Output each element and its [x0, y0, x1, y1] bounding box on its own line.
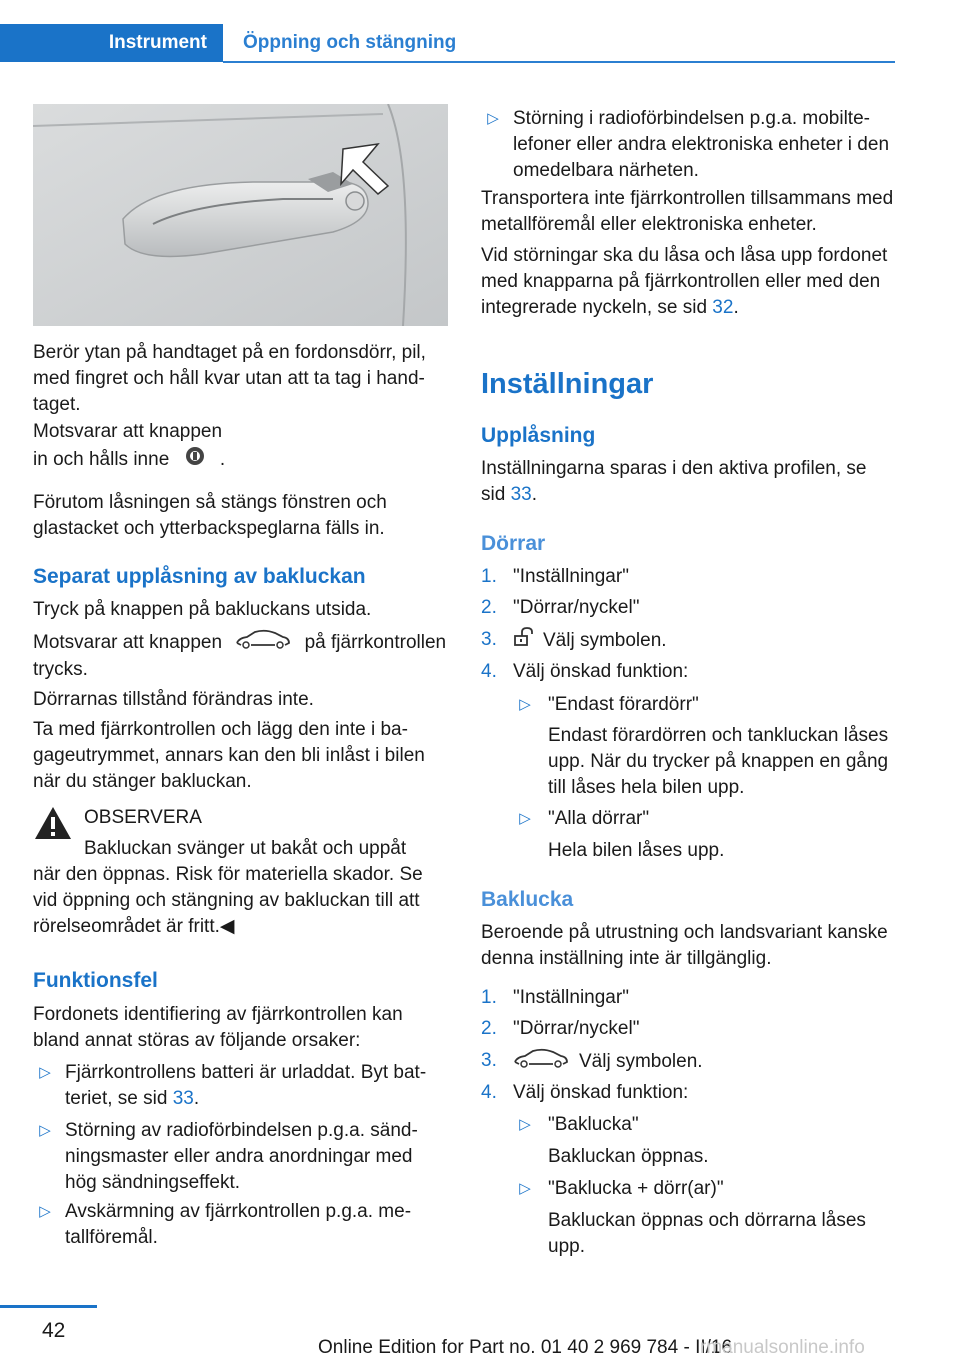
step-text: "Dörrar/nyckel" — [513, 1018, 640, 1039]
warning-text: när den öppnas. Risk för materiella skador. Se vid öppning och stängning av bakluckan till att rörelseområdet är fritt.◀ — [33, 864, 423, 937]
option-description: Hela bilen låses upp. — [548, 840, 725, 861]
warning-block — [33, 805, 448, 937]
step-text: Välj önskad funktion: — [513, 661, 689, 682]
warning-triangle-icon — [33, 805, 73, 841]
heading-funktionsfel: Funktionsfel — [33, 969, 158, 992]
heading-baklucka: Baklucka — [481, 888, 574, 911]
paragraph-disturbance — [481, 243, 896, 321]
paragraph-doors-unchanged: Dörrarnas tillstånd förändras inte. — [33, 689, 314, 710]
option-description: Bakluckan öppnas och dörrarna låses upp. — [548, 1210, 866, 1257]
step-number: 2. — [481, 597, 497, 618]
text-part: Motsvarar att knappen — [33, 421, 223, 442]
bullet-text: Störning i radioförbindelsen p.g.a. mobiltelefoner eller andra elektroniska enheter i den omedelbara närheten. — [513, 108, 890, 181]
step-text: Välj symbolen. — [579, 1051, 703, 1073]
car-trunk-icon — [235, 629, 291, 657]
step-text: "Inställningar" — [513, 987, 629, 1008]
paragraph-take-remote: Ta med fjärrkontrollen och lägg den inte i bagageutrymmet, annars kan den bli inlåst i bilen när du stänger bakluckan. — [33, 719, 425, 792]
bullet-text: Fjärrkontrollens batteri är urladdat. Byt batteriet, se sid — [65, 1062, 427, 1109]
paragraph-depends-equipment: Beroende på utrustning och landsvariant kanske denna inställning inte är tillgänglig. — [481, 922, 888, 969]
paragraph-windows-close: Förutom låsningen så stängs fönstren och glastacket och ytterbackspeglarna fälls in. — [33, 492, 387, 539]
option-description: Endast förardörren och tankluckan låses upp. När du trycker på knappen en gång till låses hela bilen upp. — [548, 725, 889, 798]
heading-separat-upplasning: Separat upplåsning av bakluckan — [33, 565, 366, 588]
text-part: . — [219, 449, 226, 471]
text-part: Inställningarna sparas i den aktiva profilen, se sid — [481, 458, 867, 505]
bullet-triangle-icon: ▷ — [519, 1116, 531, 1133]
step-text: Välj önskad funktion: — [513, 1082, 689, 1103]
bullet-triangle-icon: ▷ — [39, 1122, 51, 1139]
unlock-icon — [513, 627, 535, 655]
list-item — [33, 1060, 448, 1118]
paragraph-equivalent-trunk — [33, 629, 448, 683]
lock-button-icon — [181, 445, 209, 475]
bullet-triangle-icon: ▷ — [519, 810, 531, 827]
door-handle-photo — [33, 104, 448, 326]
page-header — [0, 0, 960, 70]
bullet-text: Störning av radioförbindelsen p.g.a. sändningsmaster eller andra anordningar med hög sändningseffekt. — [65, 1120, 418, 1193]
bullet-triangle-icon: ▷ — [39, 1064, 51, 1081]
header-rule — [223, 61, 895, 63]
paragraph-press-trunk-button: Tryck på knappen på bakluckans utsida. — [33, 599, 372, 620]
watermark: rmanualsonline.info — [700, 1337, 865, 1358]
step-number: 4. — [481, 661, 497, 682]
step-text: "Dörrar/nyckel" — [513, 597, 640, 618]
warning-line1: Bakluckan svänger ut bakåt och uppåt — [84, 838, 407, 859]
heading-upplasning: Upplåsning — [481, 424, 596, 447]
heading-dorrar: Dörrar — [481, 532, 546, 555]
tab-instrument[interactable]: Instrument — [0, 24, 223, 62]
step-number: 4. — [481, 1082, 497, 1103]
option-title: "Alla dörrar" — [548, 808, 650, 829]
paragraph-equivalent-button-line2 — [33, 445, 448, 475]
bullet-triangle-icon: ▷ — [39, 1203, 51, 1220]
option-title: "Baklucka" — [548, 1114, 639, 1135]
bullet-triangle-icon: ▷ — [519, 696, 531, 713]
option-description: Bakluckan öppnas. — [548, 1146, 709, 1167]
bullet-triangle-icon: ▷ — [519, 1180, 531, 1197]
list-item — [33, 1199, 448, 1251]
step-number: 3. — [481, 1050, 497, 1071]
text-part: . — [733, 297, 739, 318]
option-title: "Baklucka + dörr(ar)" — [548, 1178, 724, 1199]
tab-oppning-och-stangning[interactable]: Öppning och stängning — [243, 32, 457, 53]
option-title: "Endast förardörr" — [548, 694, 699, 715]
step-number: 2. — [481, 1018, 497, 1039]
step-content — [513, 1048, 896, 1076]
step-text: "Inställningar" — [513, 566, 629, 587]
step-text: Välj symbolen. — [543, 630, 667, 652]
paragraph-touch-handle: Berör ytan på handtaget på en fordonsdörr, pil, med fingret och håll kvar utan att ta tag i handtaget. — [33, 342, 426, 415]
paragraph-transport: Transportera inte fjärrkontrollen tillsammans med metallföremål eller elektroniska enheter. — [481, 188, 894, 235]
text-part: Vid störningar ska du låsa och låsa upp fordonet med knapparna på fjärrkontrollen eller med den integrerade nyckeln, se sid — [481, 245, 888, 318]
footer-rule — [0, 1305, 97, 1308]
step-content — [513, 627, 896, 655]
text-part: in och hålls inne — [33, 449, 170, 471]
page-link-32[interactable]: 32 — [712, 297, 734, 318]
list-item — [33, 1118, 448, 1196]
page-link-33[interactable]: 33 — [172, 1088, 194, 1109]
text-part: Motsvarar att knappen — [33, 632, 223, 654]
edition-text: Online Edition for Part no. 01 40 2 969 784 - II/16 — [318, 1337, 733, 1358]
step-number: 1. — [481, 987, 497, 1008]
page-number: 42 — [42, 1319, 66, 1342]
text-part: . — [531, 484, 537, 505]
paragraph-settings-saved — [481, 456, 896, 508]
heading-installningar: Inställningar — [481, 368, 654, 400]
bullet-text: Avskärmning av fjärrkontrollen p.g.a. metallföremål. — [65, 1201, 412, 1248]
step-number: 1. — [481, 566, 497, 587]
step-number: 3. — [481, 629, 497, 650]
page-link-33[interactable]: 33 — [510, 484, 532, 505]
list-item — [481, 106, 896, 184]
paragraph-identification: Fordonets identifiering av fjärrkontrollen kan bland annat störas av följande orsaker: — [33, 1004, 403, 1051]
warning-title: OBSERVERA — [84, 807, 202, 828]
text-part: på fjärrkontrollen trycks. — [33, 632, 447, 680]
car-trunk-icon — [513, 1048, 569, 1076]
bullet-triangle-icon: ▷ — [487, 110, 499, 127]
bullet-text-end: . — [193, 1088, 200, 1109]
